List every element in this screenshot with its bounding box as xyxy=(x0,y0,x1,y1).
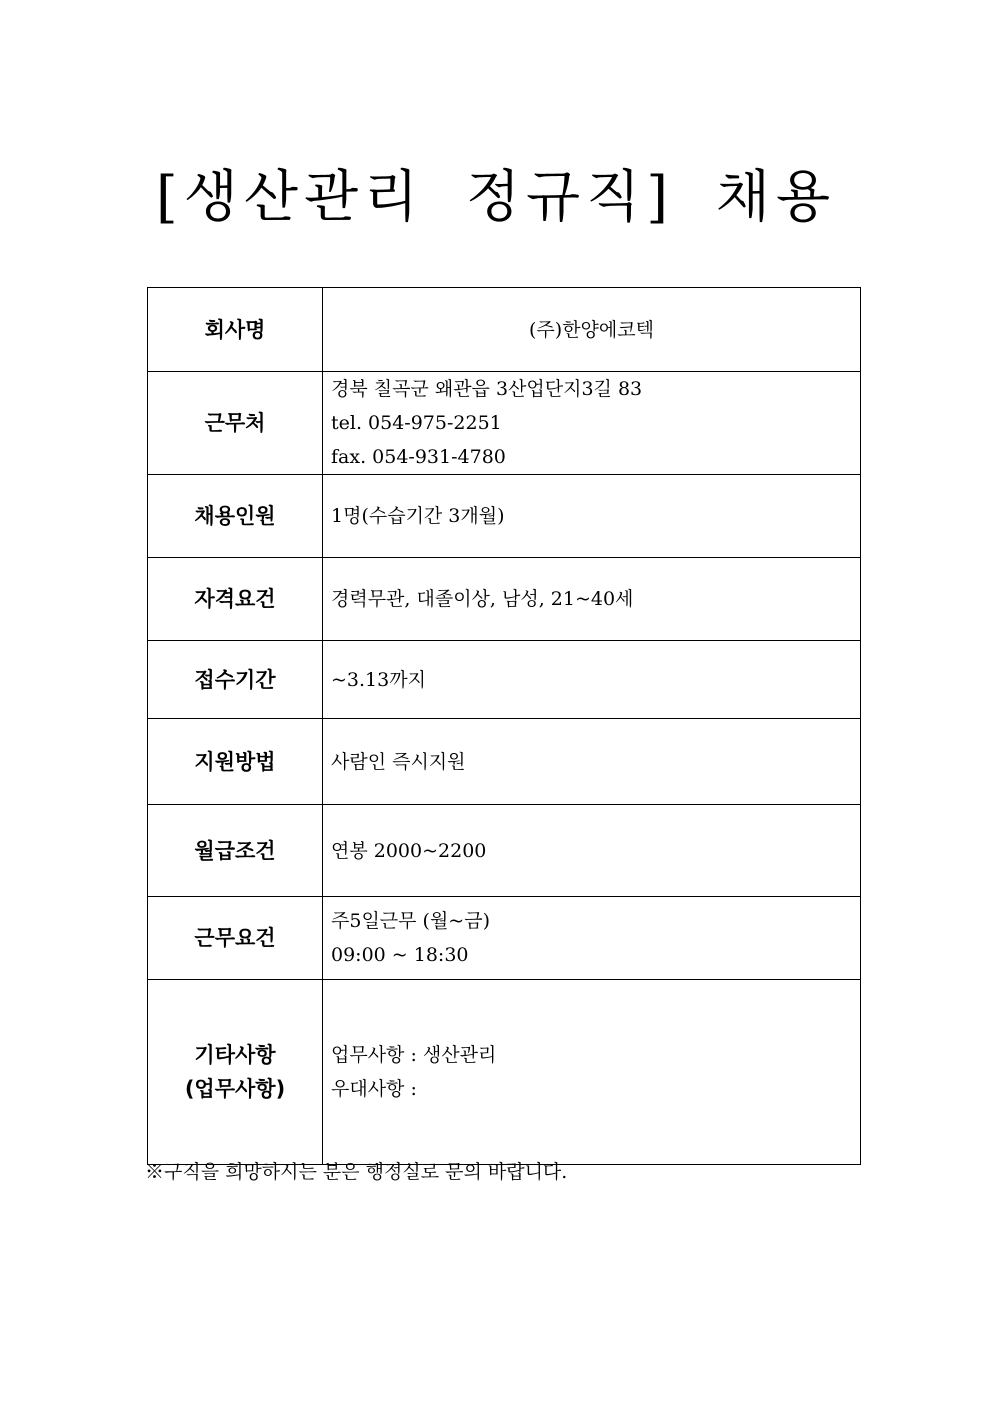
value-workplace xyxy=(323,372,861,475)
label-application-method xyxy=(148,719,323,805)
page-title: [생산관리 정규직] 채용 xyxy=(155,165,837,230)
row-label: 근무요건 xyxy=(194,926,276,950)
workplace-fax: fax. 054-931-4780 xyxy=(331,446,506,468)
application-method-text: 사람인 즉시지원 xyxy=(331,750,466,773)
table-row-application-period xyxy=(148,641,861,719)
table-row-headcount xyxy=(148,475,861,558)
footnote: ※구직을 희망하시는 분은 행정실로 문의 바랍니다. xyxy=(145,1161,568,1183)
qualifications-text: 경력무관, 대졸이상, 남성, 21~40세 xyxy=(331,588,634,610)
job-duties: 업무사항 : 생산관리 xyxy=(331,1044,497,1066)
value-application-method xyxy=(323,719,861,805)
value-working-conditions xyxy=(323,897,861,980)
row-label: 지원방법 xyxy=(194,749,276,774)
label-other-details xyxy=(148,980,323,1165)
label-application-period xyxy=(148,641,323,719)
salary-text: 연봉 2000~2200 xyxy=(331,839,487,862)
headcount-text: 1명(수습기간 3개월) xyxy=(331,505,505,527)
table-row-qualifications xyxy=(148,558,861,641)
table-row-company xyxy=(148,288,861,372)
value-salary xyxy=(323,805,861,897)
workplace-address: 경북 칠곡군 왜관읍 3산업단지3길 83 xyxy=(331,378,643,400)
row-label: 자격요건 xyxy=(194,587,276,611)
table-row-salary xyxy=(148,805,861,897)
value-other-details xyxy=(323,980,861,1165)
value-application-period xyxy=(323,641,861,719)
row-label: 회사명 xyxy=(204,317,266,342)
job-info-table xyxy=(147,287,861,1165)
value-qualifications xyxy=(323,558,861,641)
table-row-other-details xyxy=(148,980,861,1165)
label-company xyxy=(148,288,323,372)
row-label: 채용인원 xyxy=(194,504,276,528)
row-label: 접수기간 xyxy=(194,667,276,692)
label-salary xyxy=(148,805,323,897)
value-company xyxy=(323,288,861,372)
table-row-workplace xyxy=(148,372,861,475)
label-working-conditions xyxy=(148,897,323,980)
row-label: 근무처 xyxy=(204,411,266,435)
label-workplace xyxy=(148,372,323,475)
application-period-text: ~3.13까지 xyxy=(331,668,426,691)
row-label: 월급조건 xyxy=(194,838,276,863)
table-row-application-method xyxy=(148,719,861,805)
working-days: 주5일근무 (월~금) xyxy=(331,910,490,932)
company-name: (주)한양에코텍 xyxy=(529,318,654,341)
preferred-qualifications: 우대사항 : xyxy=(331,1078,417,1100)
working-hours: 09:00 ~ 18:30 xyxy=(331,944,469,966)
value-headcount xyxy=(323,475,861,558)
label-headcount xyxy=(148,475,323,558)
row-label-sub: (업무사항) xyxy=(184,1077,286,1101)
table-row-working-conditions xyxy=(148,897,861,980)
row-label: 기타사항 xyxy=(194,1043,276,1067)
workplace-tel: tel. 054-975-2251 xyxy=(331,412,502,434)
label-qualifications xyxy=(148,558,323,641)
